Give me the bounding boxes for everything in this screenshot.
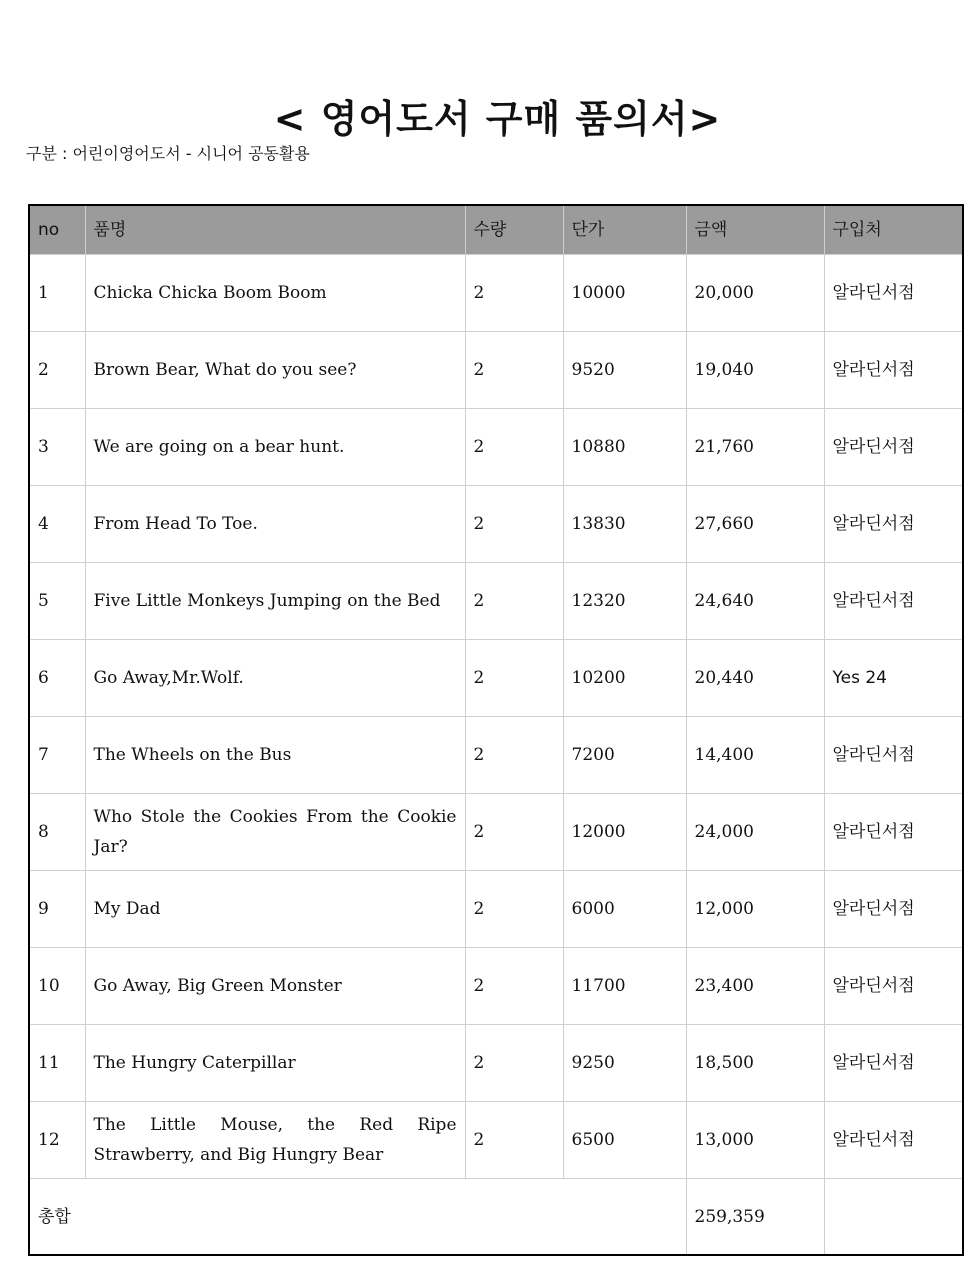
header-no: no [29,205,85,255]
cell-amount: 23,400 [686,948,824,1025]
cell-vendor: 알라딘서점 [824,255,963,332]
header-item-name: 품명 [85,205,465,255]
cell-title: Chicka Chicka Boom Boom [85,255,465,332]
cell-amount: 19,040 [686,332,824,409]
total-row [29,1179,963,1256]
cell-vendor: 알라딘서점 [824,794,963,871]
total-label: 총합 [29,1179,686,1256]
cell-no: 4 [29,486,85,563]
cell-vendor: 알라딘서점 [824,948,963,1025]
header-quantity: 수량 [465,205,563,255]
cell-qty: 2 [465,717,563,794]
cell-qty: 2 [465,794,563,871]
cell-unit-price: 7200 [563,717,686,794]
cell-vendor: 알라딘서점 [824,1025,963,1102]
cell-no: 7 [29,717,85,794]
cell-no: 3 [29,409,85,486]
cell-title: From Head To Toe. [85,486,465,563]
purchase-table [28,204,964,1256]
cell-no: 2 [29,332,85,409]
cell-no: 9 [29,871,85,948]
cell-qty: 2 [465,1102,563,1179]
cell-qty: 2 [465,563,563,640]
cell-qty: 2 [465,948,563,1025]
document-subtitle: 구분 : 어린이영어도서 - 시니어 공동활용 [26,144,310,163]
cell-vendor: 알라딘서점 [824,409,963,486]
cell-unit-price: 13830 [563,486,686,563]
total-vendor [824,1179,963,1256]
cell-title: Go Away,Mr.Wolf. [85,640,465,717]
cell-vendor: 알라딘서점 [824,563,963,640]
cell-no: 1 [29,255,85,332]
cell-title: The Wheels on the Bus [85,717,465,794]
cell-amount: 27,660 [686,486,824,563]
document-title: < 영어도서 구매 품의서> [273,97,722,141]
cell-qty: 2 [465,332,563,409]
table-row [29,332,963,409]
cell-unit-price: 9250 [563,1025,686,1102]
cell-amount: 13,000 [686,1102,824,1179]
cell-qty: 2 [465,255,563,332]
table-header-row [29,205,963,255]
header-vendor: 구입처 [824,205,963,255]
cell-qty: 2 [465,1025,563,1102]
cell-no: 5 [29,563,85,640]
cell-unit-price: 9520 [563,332,686,409]
cell-amount: 12,000 [686,871,824,948]
cell-no: 8 [29,794,85,871]
cell-amount: 20,000 [686,255,824,332]
cell-unit-price: 10880 [563,409,686,486]
cell-title: Five Little Monkeys Jumping on the Bed [85,563,465,640]
cell-amount: 20,440 [686,640,824,717]
cell-amount: 18,500 [686,1025,824,1102]
table-row [29,1102,963,1179]
table-row [29,794,963,871]
cell-vendor: 알라딘서점 [824,871,963,948]
purchase-table-container [28,204,960,1256]
table-row [29,717,963,794]
header-amount: 금액 [686,205,824,255]
cell-unit-price: 10200 [563,640,686,717]
table-row [29,486,963,563]
cell-no: 10 [29,948,85,1025]
cell-title: Who Stole the Cookies From the Cookie Jar? [85,794,465,871]
total-amount: 259,359 [686,1179,824,1256]
cell-vendor: 알라딘서점 [824,486,963,563]
cell-no: 11 [29,1025,85,1102]
cell-qty: 2 [465,640,563,717]
table-row [29,409,963,486]
table-row [29,255,963,332]
cell-unit-price: 6500 [563,1102,686,1179]
cell-unit-price: 12000 [563,794,686,871]
table-row [29,1025,963,1102]
cell-unit-price: 6000 [563,871,686,948]
cell-qty: 2 [465,486,563,563]
cell-vendor: 알라딘서점 [824,332,963,409]
cell-title: Brown Bear, What do you see? [85,332,465,409]
cell-title: The Little Mouse, the Red Ripe Strawberry, and Big Hungry Bear [85,1102,465,1179]
cell-qty: 2 [465,871,563,948]
cell-vendor: 알라딘서점 [824,1102,963,1179]
header-unit-price: 단가 [563,205,686,255]
cell-unit-price: 10000 [563,255,686,332]
table-row [29,948,963,1025]
cell-no: 6 [29,640,85,717]
cell-vendor: Yes 24 [824,640,963,717]
cell-title: The Hungry Caterpillar [85,1025,465,1102]
cell-no: 12 [29,1102,85,1179]
cell-title: We are going on a bear hunt. [85,409,465,486]
table-row [29,563,963,640]
cell-qty: 2 [465,409,563,486]
cell-title: My Dad [85,871,465,948]
cell-amount: 14,400 [686,717,824,794]
table-row [29,871,963,948]
cell-title: Go Away, Big Green Monster [85,948,465,1025]
cell-vendor: 알라딘서점 [824,717,963,794]
cell-unit-price: 12320 [563,563,686,640]
cell-amount: 21,760 [686,409,824,486]
table-row [29,640,963,717]
cell-unit-price: 11700 [563,948,686,1025]
cell-amount: 24,640 [686,563,824,640]
cell-amount: 24,000 [686,794,824,871]
